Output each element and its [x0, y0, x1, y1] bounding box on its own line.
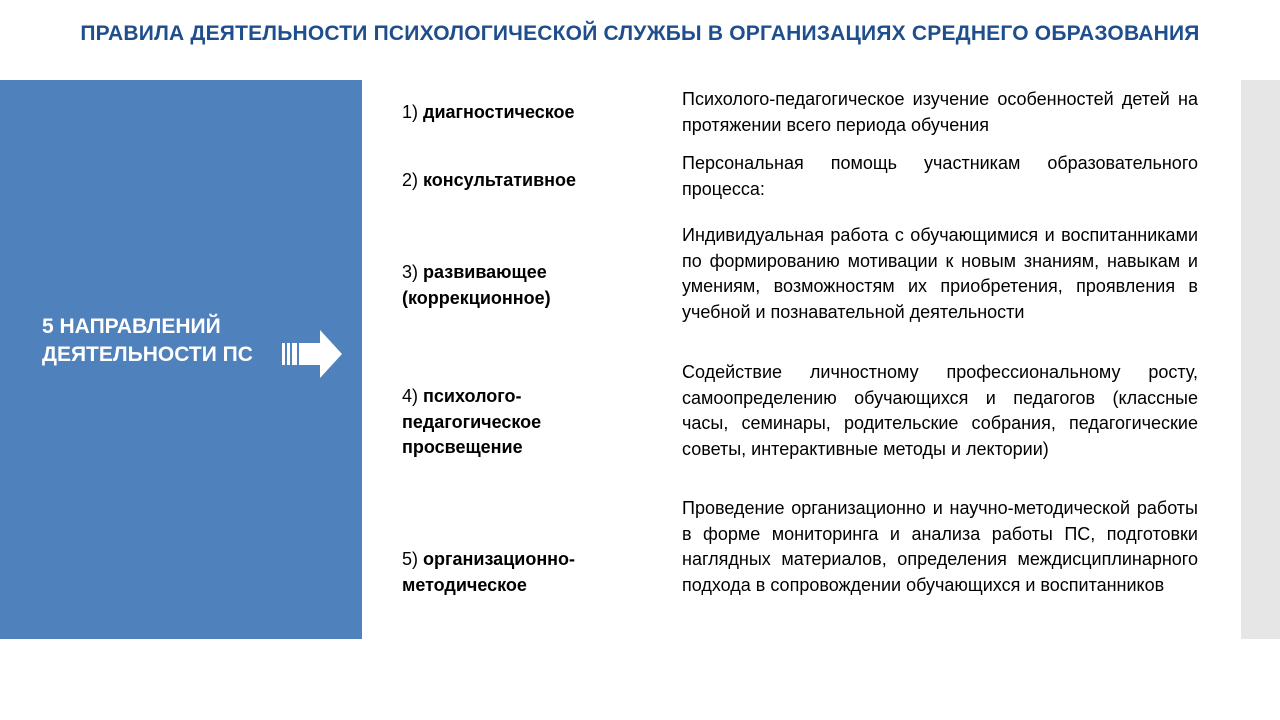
direction-3-description: Индивидуальная работа с обучающимися и воспитанниками по формированию мотивации к новым знаниям, навыкам и умениям, возможностям их приобретения, проявления в учебной и познавательной деятельности: [682, 225, 1198, 322]
direction-3: [402, 260, 632, 311]
page-title: ПРАВИЛА ДЕЯТЕЛЬНОСТИ ПСИХОЛОГИЧЕСКОЙ СЛУЖБЫ В ОРГАНИЗАЦИЯХ СРЕДНЕГО ОБРАЗОВАНИЯ: [80, 22, 1200, 45]
arrow-right-icon: [282, 330, 344, 378]
direction-1: [402, 100, 632, 126]
direction-4-description: Содействие личностному профессиональному росту, самоопределению обучающихся и педагогов (классные часы, семинары, родительские собрания, педагогические советы, интерактивные методы и лектории): [682, 362, 1198, 459]
direction-name: организационно-методическое: [402, 549, 576, 595]
right-decor-strip: [1241, 80, 1280, 639]
direction-name: развивающее (коррекционное): [402, 262, 551, 308]
direction-4: [402, 384, 632, 461]
direction-5-description: Проведение организационно и научно-методической работы в форме мониторинга и анализа работы ПС, подготовки наглядных материалов, определения междисциплинарного подхода в сопровождении обучающихся и воспитанников: [682, 498, 1198, 595]
direction-name: консультативное: [423, 170, 577, 190]
direction-5: [402, 547, 632, 598]
direction-number: 4): [402, 386, 419, 406]
direction-number: 5): [402, 549, 419, 569]
direction-number: 2): [402, 170, 419, 190]
left-panel-label: 5 НАПРАВЛЕНИЙ ДЕЯТЕЛЬНОСТИ ПС: [42, 315, 253, 366]
direction-name: диагностическое: [423, 102, 575, 122]
direction-name: психолого-педагогическое просвещение: [402, 386, 542, 457]
direction-number: 3): [402, 262, 419, 282]
direction-2: [402, 168, 632, 194]
direction-2-description: Персональная помощь участникам образовательного процесса:: [682, 153, 1198, 199]
direction-number: 1): [402, 102, 419, 122]
direction-1-description: Психолого-педагогическое изучение особенностей детей на протяжении всего периода обучения: [682, 89, 1198, 135]
